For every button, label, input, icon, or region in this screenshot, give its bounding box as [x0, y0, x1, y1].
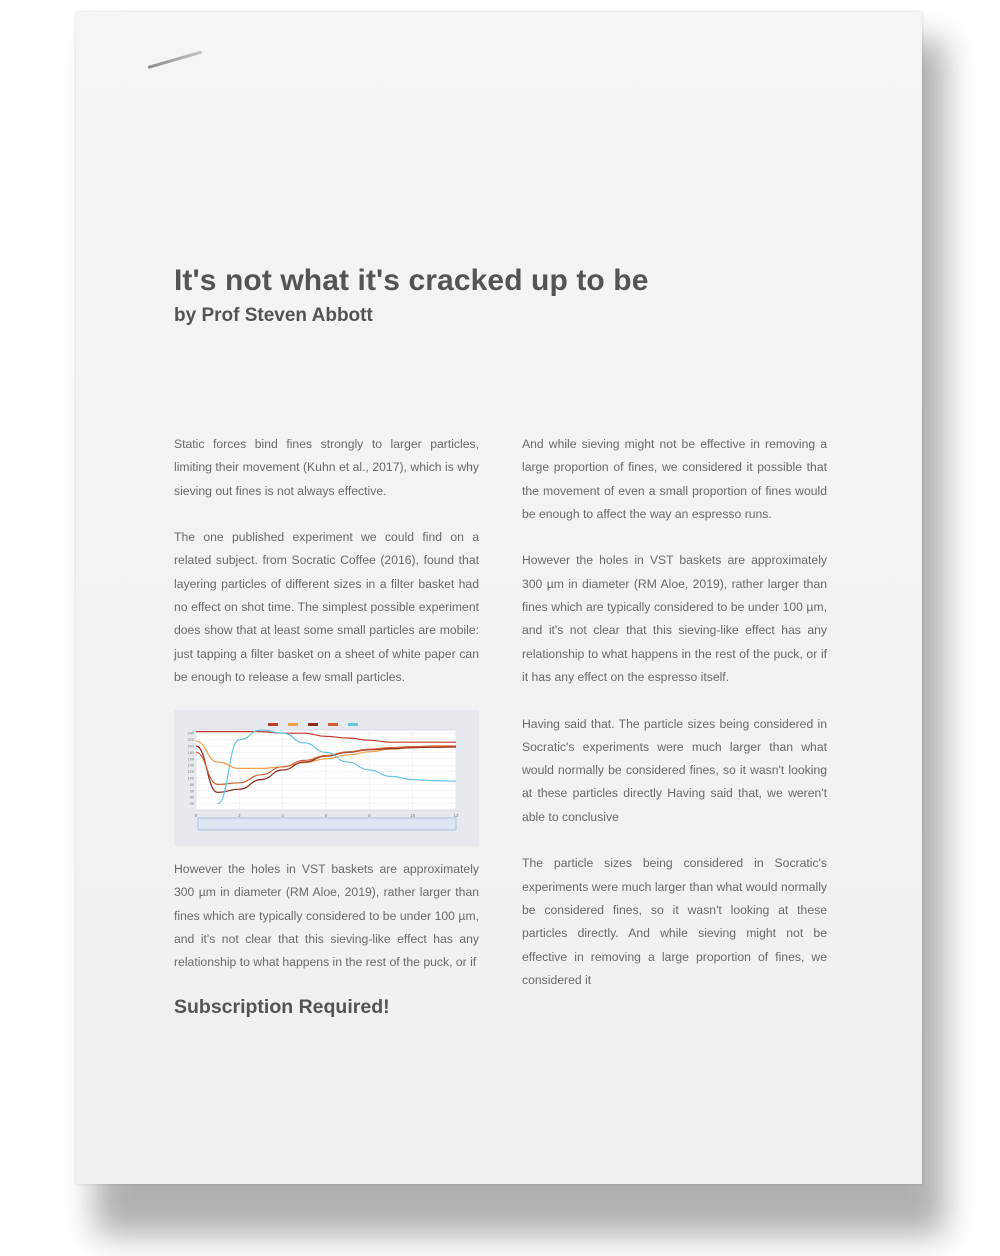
y-tick-label: 240 [187, 731, 194, 736]
paragraph: The particle sizes being considered in Socratic's experiments were much larger than what would normally be considered fines, so it wasn't looking at these particles directly. And while sieving might not be effective in removing a large proportion of fines, we considered it [522, 856, 827, 987]
y-tick-label: 120 [187, 770, 194, 775]
y-tick-label: 100 [187, 776, 194, 781]
x-tick-label: 10 [410, 813, 416, 818]
left-column-continued [174, 858, 479, 974]
right-column [522, 433, 827, 992]
y-tick-label: 80 [189, 782, 194, 787]
article-byline: by Prof Steven Abbott [174, 305, 373, 326]
paragraph: The one published experiment we could find on a related subject. from Socratic Coffee (2016), found that layering particles of different sizes in a filter basket had no effect on shot time. The simplest possible experiment does show that at least some small particles are mobile: just tapping a filter basket on a sheet of white paper can be enough to release a few small particles. [174, 530, 479, 684]
paragraph: Static forces bind fines strongly to larger particles, limiting their movement (Kuhn et al., 2017), which is why sieving out fines is not always effective. [174, 437, 479, 498]
line-chart [174, 710, 479, 846]
x-tick-label: 2 [238, 813, 241, 818]
y-tick-label: 180 [187, 750, 194, 755]
y-tick-label: 20 [189, 802, 194, 807]
y-tick-label: 200 [187, 744, 194, 749]
y-tick-label: 140 [187, 763, 194, 768]
legend-swatch [328, 723, 338, 726]
x-tick-label: 8 [368, 813, 371, 818]
paragraph: And while sieving might not be effective in removing a large proportion of fines, we considered it possible that the movement of even a small proportion of fines would be enough to affect the way an espresso runs. [522, 437, 827, 521]
y-tick-label: 40 [189, 795, 194, 800]
paragraph: However the holes in VST baskets are approximately 300 µm in diameter (RM Aloe, 2019), rather larger than fines which are typically considered to be under 100 µm, and it's not clear that this sieving-like effect has any relationship to what happens in the rest of the puck, or if it has any effect on the espresso itself. [522, 553, 827, 684]
legend-swatch [348, 723, 358, 726]
x-tick-label: 4 [281, 813, 284, 818]
x-tick-label: 0 [194, 813, 198, 818]
chart-figure [174, 710, 479, 846]
x-tick-label: 12 [453, 813, 459, 818]
legend-swatch [288, 723, 298, 726]
legend-swatch [268, 723, 278, 726]
paragraph: Having said that. The particle sizes being considered in Socratic's experiments were much larger than what would normally be considered fines, so it wasn't looking at these particles directly Having said that, we weren't able to conclusive [522, 716, 827, 824]
chart-caption-strip [198, 818, 456, 830]
x-tick-label: 6 [324, 813, 328, 818]
paragraph: However the holes in VST baskets are approximately 300 µm in diameter (RM Aloe, 2019), rather larger than fines which are typically considered to be under 100 µm, and it's not clear that this sieving-like effect has any relationship to what happens in the rest of the puck, or if [174, 862, 479, 970]
y-tick-label: 60 [189, 789, 194, 794]
subscription-required-notice: Subscription Required! [174, 996, 390, 1018]
article-title: It's not what it's cracked up to be [174, 264, 649, 297]
left-column [174, 433, 479, 689]
legend-swatch [308, 723, 318, 726]
y-tick-label: 220 [187, 738, 194, 743]
y-tick-label: 160 [187, 757, 194, 762]
